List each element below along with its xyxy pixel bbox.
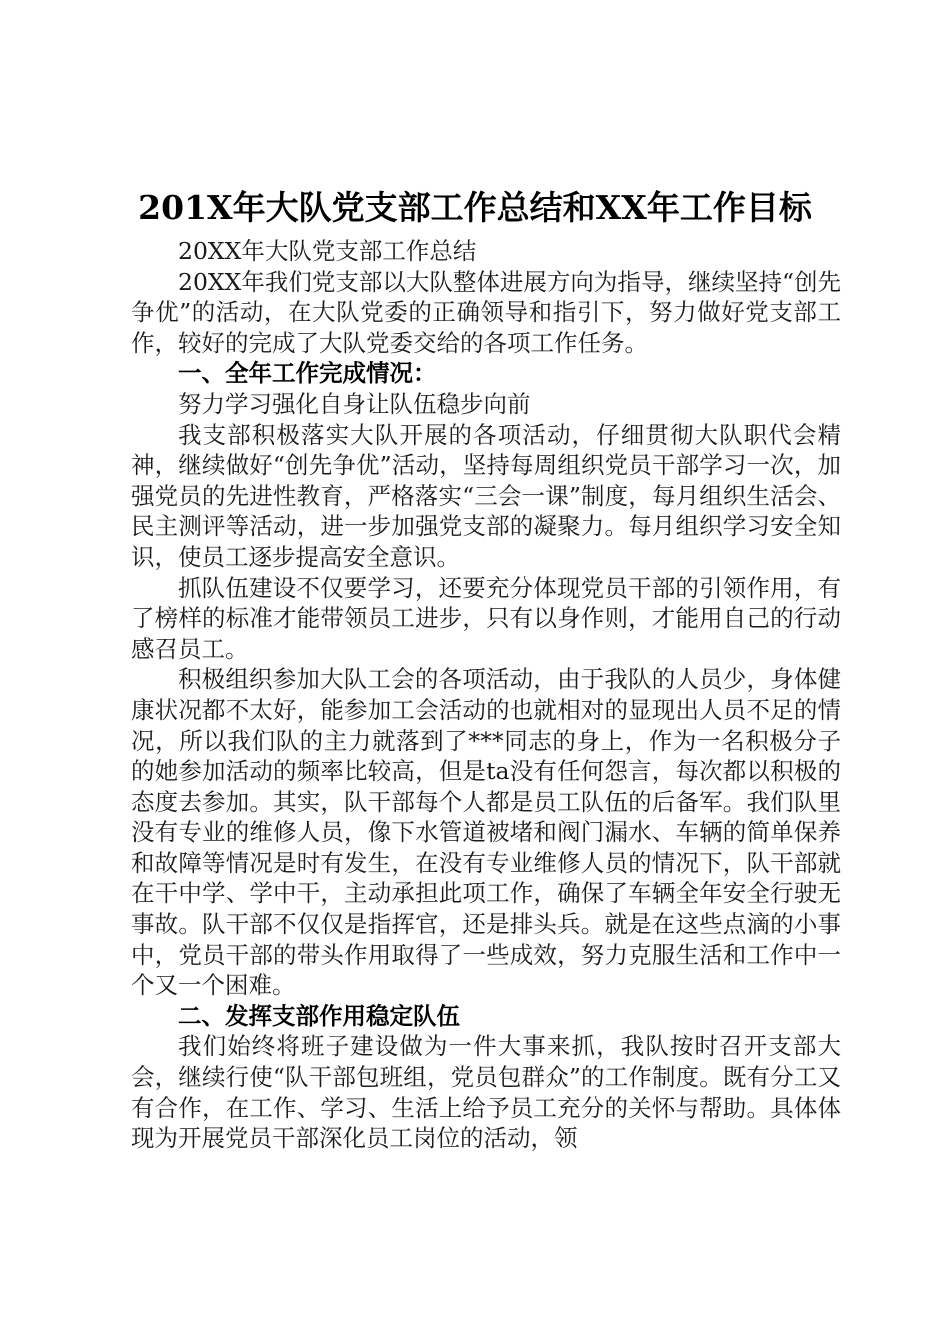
body-paragraph: 20XX年大队党支部工作总结 [178, 237, 477, 265]
body-paragraph: 20XX年我们党支部以大队整体进展方向为指导，继续坚持“创先争优”的活动，在大队党委的正确领导和指引下，努力做好党支部工作，较好的完成了大队党委交给的各项工作任务。 [131, 267, 841, 357]
body-paragraph: 抓队伍建设不仅要学习，还要充分体现党员干部的引领作用，有了榜样的标准才能带领员工进步，只有以身作则，才能用自己的行动感召员工。 [131, 573, 841, 663]
document-title: 201X年大队党支部工作总结和XX年工作目标 [138, 188, 812, 227]
body-paragraph: 我们始终将班子建设做为一件大事来抓，我队按时召开支部大会，继续行使“队干部包班组，党员包群众”的工作制度。既有分工又有合作，在工作、学习、生活上给予员工充分的关怀与帮助。具体体现为开展党员干部深化员工岗位的活动，领 [131, 1032, 841, 1153]
section-heading: 一、全年工作完成情况： [178, 359, 437, 388]
body-paragraph: 我支部积极落实大队开展的各项活动，仔细贯彻大队职代会精神，继续做好“创先争优”活动，坚持每周组织党员干部学习一次，加强党员的先进性教育，严格落实“三会一课”制度，每月组织生活会、民主测评等活动，进一步加强党支部的凝聚力。每月组织学习安全知识，使员工逐步提高安全意识。 [131, 420, 841, 571]
body-paragraph: 积极组织参加大队工会的各项活动，由于我队的人员少，身体健康状况都不太好，能参加工会活动的也就相对的显现出人员不足的情况，所以我们队的主力就落到了***同志的身上，作为一名积极分子的她参加活动的频率比较高，但是ta没有任何怨言，每次都以积极的态度去参加。其实，队干部每个人都是员工队伍的后备军。我们队里没有专业的维修人员，像下水管道被堵和阀门漏水、车辆的简单保养和故障等情况是时有发生，在没有专业维修人员的情况下，队干部就在干中学、学中干，主动承担此项工作，确保了车辆全年安全行驶无事故。队干部不仅仅是指挥官，还是排头兵。就是在这些点滴的小事中，党员干部的带头作用取得了一些成效，努力克服生活和工作中一个又一个困难。 [131, 665, 841, 1000]
section-heading: 二、发挥支部作用稳定队伍 [178, 1001, 460, 1030]
document-body [131, 236, 841, 1154]
body-paragraph: 努力学习强化自身让队伍稳步向前 [178, 389, 531, 418]
